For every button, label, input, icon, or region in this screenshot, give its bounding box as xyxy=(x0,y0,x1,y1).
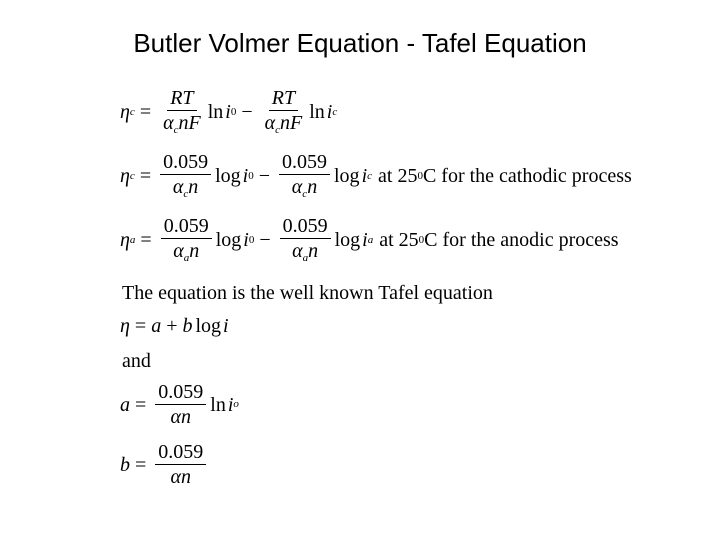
eta-symbol: η xyxy=(120,101,130,123)
current-symbol: i xyxy=(223,315,229,337)
fraction-1 xyxy=(160,88,204,136)
current-symbol: i xyxy=(227,393,234,416)
function-name: ln xyxy=(210,393,226,416)
alpha-symbol: α xyxy=(163,112,174,134)
denominator xyxy=(289,239,321,264)
equals-sign: = xyxy=(135,453,147,476)
eta-symbol: η xyxy=(120,229,130,251)
function-name: log xyxy=(334,229,361,251)
equals-sign: = xyxy=(139,165,152,187)
current-symbol: i xyxy=(326,101,333,123)
a-symbol: a xyxy=(151,315,162,337)
fraction-1 xyxy=(160,152,211,200)
current-subscript: o xyxy=(233,398,239,410)
n-symbol: n xyxy=(181,406,192,428)
denominator xyxy=(168,465,195,487)
denominator xyxy=(170,239,202,264)
denominator-rest: n xyxy=(307,176,318,198)
b-symbol: b xyxy=(120,453,130,476)
numerator: 0.059 xyxy=(155,442,206,465)
alpha-subscript: c xyxy=(302,188,308,200)
current-subscript: 0 xyxy=(248,233,255,246)
temperature-text: at 25 xyxy=(378,165,418,187)
current-subscript: a xyxy=(367,233,374,246)
minus-sign: − xyxy=(259,229,271,251)
current-symbol: i xyxy=(361,165,368,187)
process-text: C for the anodic process xyxy=(424,229,619,251)
alpha-symbol: α xyxy=(264,112,276,134)
denominator xyxy=(170,175,201,200)
denominator-rest: n xyxy=(189,240,200,262)
degree-superscript: 0 xyxy=(417,169,423,182)
equals-sign: = xyxy=(139,101,152,123)
alpha-symbol: α xyxy=(170,466,182,488)
current-symbol: i xyxy=(362,229,368,251)
alpha-subscript: c xyxy=(275,124,280,136)
denominator-rest: n xyxy=(308,240,319,262)
current-subscript: c xyxy=(367,169,373,182)
eta-symbol: η xyxy=(120,165,130,187)
numerator: 0.059 xyxy=(279,152,330,175)
equation-cathodic-ln xyxy=(120,88,337,136)
current-subscript: 0 xyxy=(230,105,237,118)
numerator: 0.059 xyxy=(155,382,206,405)
and-text: and xyxy=(122,350,151,372)
eta-subscript: c xyxy=(129,169,135,182)
eta-symbol: η xyxy=(120,315,130,337)
denominator xyxy=(160,111,204,136)
function-name: ln xyxy=(207,101,224,123)
tafel-equation xyxy=(120,316,229,336)
equals-sign: = xyxy=(135,393,147,416)
equation-anodic-log xyxy=(120,216,619,264)
numerator: 0.059 xyxy=(160,152,211,175)
degree-superscript: 0 xyxy=(418,233,425,246)
process-text: C for the cathodic process xyxy=(422,165,632,187)
denominator-rest: n xyxy=(188,176,199,198)
denominator-rest: nF xyxy=(178,112,201,134)
alpha-subscript: c xyxy=(183,188,189,200)
function-name: log xyxy=(334,165,360,187)
function-name: ln xyxy=(309,101,325,123)
slide-title: Butler Volmer Equation - Tafel Equation xyxy=(133,28,587,58)
minus-sign: − xyxy=(241,101,253,123)
current-symbol: i xyxy=(225,101,231,123)
a-symbol: a xyxy=(120,393,130,416)
numerator: RT xyxy=(167,88,196,111)
fraction-2 xyxy=(279,152,330,200)
minus-sign: − xyxy=(258,165,270,187)
numerator: 0.059 xyxy=(161,216,212,239)
n-symbol: n xyxy=(181,466,192,488)
alpha-symbol: α xyxy=(291,176,303,198)
numerator: RT xyxy=(269,88,298,111)
fraction-1 xyxy=(161,216,212,264)
alpha-symbol: α xyxy=(292,240,303,262)
a-definition xyxy=(120,382,239,427)
alpha-subscript: a xyxy=(302,252,309,264)
denominator-rest: nF xyxy=(280,112,303,134)
tafel-statement: The equation is the well known Tafel equation xyxy=(122,282,493,304)
eta-subscript: a xyxy=(129,233,136,246)
alpha-subscript: a xyxy=(183,252,190,264)
alpha-symbol: α xyxy=(172,176,184,198)
eta-subscript: c xyxy=(129,105,135,118)
function-name: log xyxy=(195,315,222,337)
equals-sign: = xyxy=(140,229,152,251)
denominator xyxy=(168,405,195,427)
numerator: 0.059 xyxy=(280,216,331,239)
current-symbol: i xyxy=(242,165,249,187)
current-subscript: c xyxy=(332,105,338,118)
plus-sign: + xyxy=(166,315,178,337)
alpha-symbol: α xyxy=(173,240,184,262)
function-name: log xyxy=(215,165,241,187)
equation-cathodic-log xyxy=(120,152,632,200)
equals-sign: = xyxy=(134,315,147,337)
alpha-symbol: α xyxy=(170,406,182,428)
fraction-2 xyxy=(262,88,306,136)
fraction-2 xyxy=(280,216,331,264)
alpha-subscript: c xyxy=(173,124,179,136)
current-symbol: i xyxy=(243,229,249,251)
function-name: log xyxy=(215,229,242,251)
fraction xyxy=(155,442,206,487)
temperature-text: at 25 xyxy=(379,229,419,251)
denominator xyxy=(262,111,306,136)
current-subscript: 0 xyxy=(248,169,254,182)
b-symbol: b xyxy=(182,315,193,337)
fraction xyxy=(155,382,206,427)
denominator xyxy=(289,175,320,200)
b-definition xyxy=(120,442,210,487)
